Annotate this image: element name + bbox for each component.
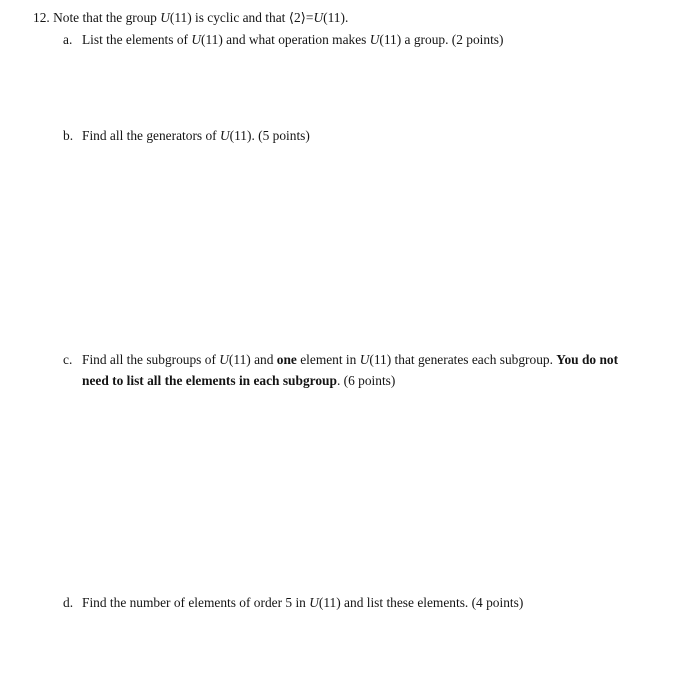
part-c-text bbox=[82, 351, 618, 368]
part-a-text-segment: List the elements of bbox=[82, 32, 192, 47]
part-a-label: a. bbox=[63, 32, 73, 47]
part-d-text-segment: and list these elements. (4 points) bbox=[340, 595, 524, 610]
emphasis-text: You do not bbox=[556, 352, 619, 367]
part-a-text-segment: and what operation makes bbox=[222, 32, 370, 47]
part-a-text-segment: a group. (2 points) bbox=[401, 32, 504, 47]
equals-sign: = bbox=[305, 10, 314, 25]
group-symbol: U bbox=[309, 595, 319, 610]
part-c-label: c. bbox=[63, 352, 73, 367]
part-d-label: d. bbox=[63, 595, 74, 610]
part-d-text-segment: Find the number of elements of order 5 in bbox=[82, 595, 310, 610]
group-symbol: U bbox=[359, 352, 370, 367]
emphasis-text: need to list all the elements in each subgroup bbox=[82, 373, 337, 388]
angle-bracket-left: ⟨ bbox=[288, 10, 294, 25]
group-argument: (11) bbox=[201, 32, 223, 47]
group-symbol: U bbox=[369, 32, 380, 47]
generator-value: 2 bbox=[293, 10, 301, 25]
part-c-text-continued bbox=[82, 372, 395, 389]
emphasis-text: one bbox=[276, 352, 297, 367]
group-argument: (11) bbox=[169, 10, 192, 25]
group-argument: (11) bbox=[228, 352, 251, 367]
part-a-text bbox=[82, 31, 503, 48]
group-argument: (11) bbox=[323, 10, 345, 25]
group-symbol: U bbox=[191, 32, 202, 47]
header-text: is cyclic and that bbox=[191, 10, 289, 25]
group-symbol: U bbox=[160, 10, 170, 25]
part-c-text-segment: and bbox=[250, 352, 277, 367]
angle-bracket-right: ⟩ bbox=[300, 10, 306, 25]
group-argument: (11) bbox=[318, 595, 341, 610]
part-c-text-segment: . (6 points) bbox=[336, 373, 396, 388]
group-argument: (11) bbox=[369, 352, 392, 367]
part-c-text-segment: that generates each subgroup. bbox=[391, 352, 557, 367]
part-b-label: b. bbox=[63, 128, 74, 143]
part-d-text bbox=[82, 594, 523, 611]
group-symbol: U bbox=[219, 128, 230, 143]
part-c-text-segment: Find all the subgroups of bbox=[82, 352, 220, 367]
group-argument: (11) bbox=[379, 32, 402, 47]
group-symbol: U bbox=[219, 352, 229, 367]
part-c-text-segment: element in bbox=[296, 352, 360, 367]
header-period: . bbox=[344, 10, 349, 25]
part-b-text-segment: . (5 points) bbox=[251, 128, 310, 143]
header-text: 12. Note that the group bbox=[33, 10, 161, 25]
part-b-text-segment: Find all the generators of bbox=[82, 128, 220, 143]
question-header bbox=[33, 9, 348, 26]
part-b-text bbox=[82, 127, 310, 144]
group-argument: (11) bbox=[229, 128, 252, 143]
group-symbol: U bbox=[313, 10, 324, 25]
